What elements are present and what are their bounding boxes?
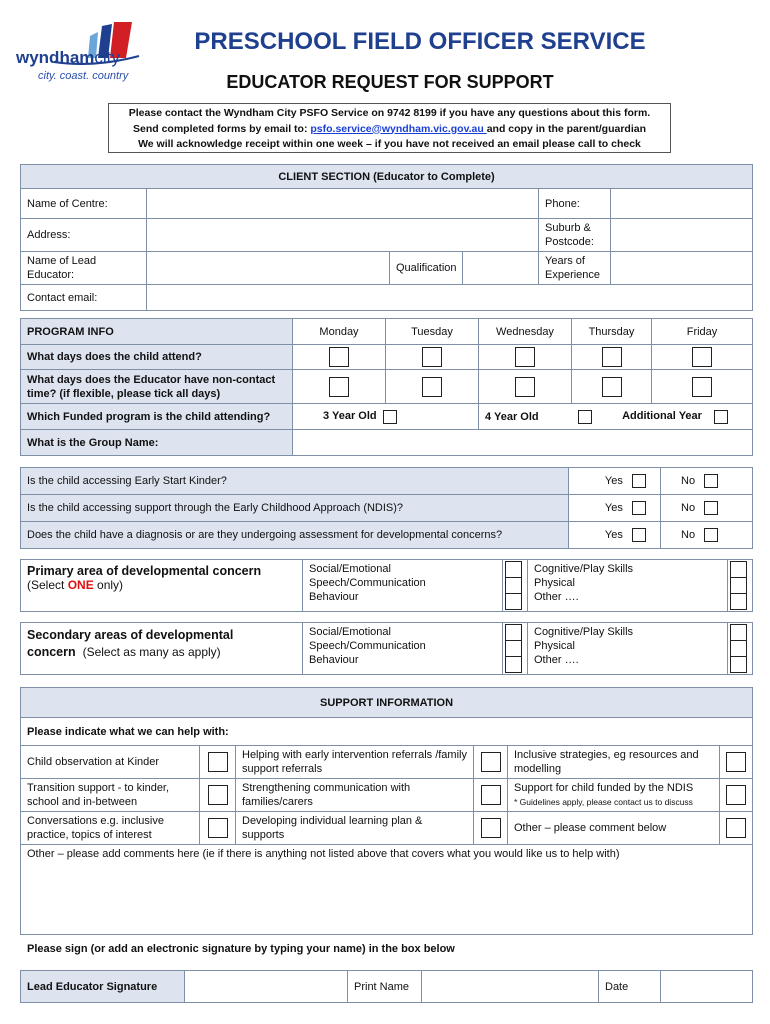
funded-additional-label: Additional Year [622, 410, 702, 423]
diagnosis-question: Does the child have a diagnosis or are they undergoing assessment for developmental concerns? [21, 522, 569, 549]
day-monday: Monday [293, 319, 386, 345]
help-other-checkbox[interactable] [726, 818, 746, 838]
early-start-yes-label: Yes [604, 474, 623, 487]
ndis-yes-label: Yes [604, 501, 623, 514]
contact-email-label: Contact email: [21, 285, 147, 311]
primary-social-checkbox[interactable] [505, 561, 522, 578]
print-name-input[interactable] [422, 971, 599, 1003]
funded-3yo-checkbox[interactable] [383, 410, 397, 424]
secondary-opt-speech: Speech/Communication [309, 640, 426, 652]
contact-line-2-post: and copy in the parent/guardian [486, 122, 646, 135]
support-prompt: Please indicate what we can help with: [21, 718, 753, 746]
comments-area[interactable] [21, 845, 753, 935]
ndis-question: Is the child accessing support through the Early Childhood Approach (NDIS)? [21, 495, 569, 522]
diagnosis-no-checkbox[interactable] [704, 528, 718, 542]
client-section-title: CLIENT SECTION (Educator to Complete) [21, 165, 753, 189]
noncontact-monday-checkbox[interactable] [329, 377, 349, 397]
phone-label: Phone: [539, 189, 611, 219]
primary-other-checkbox[interactable] [730, 593, 747, 610]
help-ndis-checkbox[interactable] [726, 785, 746, 805]
secondary-opt-physical: Physical [534, 640, 575, 652]
help-inclusive-strategies-checkbox[interactable] [726, 752, 746, 772]
help-referrals-checkbox[interactable] [481, 752, 501, 772]
help-inclusive-strategies: Inclusive strategies, eg resources and modelling [508, 746, 720, 779]
day-thursday: Thursday [572, 319, 652, 345]
ndis-no-label: No [681, 501, 696, 514]
lead-educator-label: Name of Lead Educator: [21, 252, 147, 285]
phone-input[interactable] [611, 189, 753, 219]
funded-additional-checkbox[interactable] [714, 410, 728, 424]
contact-email-link[interactable]: psfo.service@wyndham.vic.gov.au [310, 122, 487, 135]
date-label: Date [599, 971, 661, 1003]
suburb-input[interactable] [611, 219, 753, 252]
early-start-no-label: No [681, 474, 696, 487]
noncontact-thursday-checkbox[interactable] [602, 377, 622, 397]
page-subtitle: EDUCATOR REQUEST FOR SUPPORT [226, 72, 554, 92]
suburb-label: Suburb & Postcode: [539, 219, 611, 252]
help-communication: Strengthening communication with families/carers [236, 779, 474, 812]
funded-3yo-label: 3 Year Old [323, 410, 377, 423]
help-transition: Transition support - to kinder, school and in-between [21, 779, 200, 812]
lead-educator-input[interactable] [147, 252, 390, 285]
group-name-input[interactable] [293, 430, 753, 456]
help-other: Other – please comment below [508, 812, 720, 845]
primary-speech-checkbox[interactable] [505, 577, 522, 594]
noncontact-friday-checkbox[interactable] [692, 377, 712, 397]
attend-friday-checkbox[interactable] [692, 347, 712, 367]
funded-4yo-checkbox[interactable] [578, 410, 592, 424]
help-conversations-checkbox[interactable] [208, 818, 228, 838]
contact-line-2-pre: Send completed forms by email to: [132, 122, 311, 135]
address-label: Address: [21, 219, 147, 252]
client-section [20, 164, 753, 311]
day-tuesday: Tuesday [386, 319, 479, 345]
contact-line-3: We will acknowledge receipt within one week – if you have not received an email please call to check [138, 138, 641, 150]
attend-monday-checkbox[interactable] [329, 347, 349, 367]
secondary-concern-section [20, 622, 753, 675]
lead-signature-label: Lead Educator Signature [21, 971, 185, 1003]
help-ndis-note: * Guidelines apply, please contact us to discuss [514, 797, 693, 807]
years-experience-input[interactable] [611, 252, 753, 285]
support-information-section [20, 687, 753, 935]
primary-concern-section [20, 559, 753, 612]
help-communication-checkbox[interactable] [481, 785, 501, 805]
secondary-opt-social: Social/Emotional [309, 626, 391, 638]
centre-name-input[interactable] [147, 189, 539, 219]
primary-behaviour-checkbox[interactable] [505, 593, 522, 610]
secondary-opt-behaviour: Behaviour [309, 654, 359, 666]
address-input[interactable] [147, 219, 539, 252]
attend-question: What days does the child attend? [21, 345, 293, 370]
wyndham-city-logo [14, 18, 144, 88]
contact-line-1: Please contact the Wyndham City PSFO Service on 9742 8199 if you have any questions about this form. [128, 107, 651, 119]
secondary-cognitive-checkbox[interactable] [730, 624, 747, 641]
print-name-label: Print Name [348, 971, 422, 1003]
page-title: PRESCHOOL FIELD OFFICER SERVICE [194, 28, 646, 55]
help-learning-plan-checkbox[interactable] [481, 818, 501, 838]
primary-opt-behaviour: Behaviour [309, 591, 359, 603]
contact-info-box [108, 103, 671, 153]
early-start-question: Is the child accessing Early Start Kinder? [21, 468, 569, 495]
noncontact-wednesday-checkbox[interactable] [515, 377, 535, 397]
noncontact-tuesday-checkbox[interactable] [422, 377, 442, 397]
help-conversations: Conversations e.g. inclusive practice, topics of interest [21, 812, 200, 845]
early-start-yes-checkbox[interactable] [632, 474, 646, 488]
primary-opt-other: Other …. [534, 591, 579, 603]
help-ndis: Support for child funded by the NDIS [514, 782, 694, 794]
secondary-behaviour-checkbox[interactable] [505, 656, 522, 673]
ndis-no-checkbox[interactable] [704, 501, 718, 515]
attend-thursday-checkbox[interactable] [602, 347, 622, 367]
comments-label: Other – please add comments here (ie if there is anything not listed above that covers what you would like us to help with) [27, 848, 620, 860]
attend-wednesday-checkbox[interactable] [515, 347, 535, 367]
logo-word: wyndham [16, 48, 95, 67]
diagnosis-no-label: No [681, 528, 696, 541]
diagnosis-yes-checkbox[interactable] [632, 528, 646, 542]
support-section-title: SUPPORT INFORMATION [21, 688, 753, 718]
day-friday: Friday [652, 319, 753, 345]
signature-section [20, 970, 753, 1003]
funded-4yo-label: 4 Year Old [485, 410, 539, 423]
funded-question: Which Funded program is the child attending? [21, 404, 293, 430]
logo-tagline: city. coast. country [38, 70, 129, 82]
primary-opt-social: Social/Emotional [309, 563, 391, 575]
primary-opt-cognitive: Cognitive/Play Skills [534, 563, 634, 575]
contact-line-2 [109, 122, 670, 138]
qualification-label: Qualification [390, 252, 463, 285]
logo-word2: city [94, 48, 120, 67]
centre-name-label: Name of Centre: [21, 189, 147, 219]
years-experience-label: Years of Experience [539, 252, 611, 285]
diagnosis-yes-label: Yes [604, 528, 623, 541]
help-child-observation-checkbox[interactable] [208, 752, 228, 772]
primary-hint-one: ONE [67, 578, 94, 592]
secondary-title-text: Secondary areas of developmental concern [27, 628, 234, 659]
signature-prompt: Please sign (or add an electronic signature by typing your name) in the box below [27, 943, 455, 955]
secondary-concern-hint: (Select as many as apply) [82, 645, 221, 659]
primary-opt-physical: Physical [534, 577, 575, 589]
help-child-observation: Child observation at Kinder [21, 746, 200, 779]
access-questions-section [20, 467, 753, 549]
help-transition-checkbox[interactable] [208, 785, 228, 805]
day-wednesday: Wednesday [479, 319, 572, 345]
qualification-input[interactable] [463, 252, 539, 285]
primary-hint-pre: (Select [27, 578, 68, 592]
secondary-opt-cognitive: Cognitive/Play Skills [534, 626, 634, 638]
secondary-speech-checkbox[interactable] [505, 640, 522, 657]
primary-physical-checkbox[interactable] [730, 577, 747, 594]
secondary-opt-other: Other …. [534, 654, 579, 666]
secondary-physical-checkbox[interactable] [730, 640, 747, 657]
primary-opt-speech: Speech/Communication [309, 577, 426, 589]
attend-tuesday-checkbox[interactable] [422, 347, 442, 367]
help-learning-plan: Developing individual learning plan & supports [236, 812, 474, 845]
group-name-label: What is the Group Name: [21, 430, 293, 456]
date-input[interactable] [661, 971, 753, 1003]
program-info-section [20, 318, 753, 456]
non-contact-question: What days does the Educator have non-contact time? (if flexible, please tick all days) [21, 370, 293, 404]
help-referrals: Helping with early intervention referrals /family support referrals [236, 746, 474, 779]
contact-email-input[interactable] [147, 285, 753, 311]
ndis-yes-checkbox[interactable] [632, 501, 646, 515]
secondary-concern-title [27, 627, 296, 661]
early-start-no-checkbox[interactable] [704, 474, 718, 488]
primary-cognitive-checkbox[interactable] [730, 561, 747, 578]
primary-hint-post: only) [93, 578, 124, 592]
secondary-other-checkbox[interactable] [730, 656, 747, 673]
primary-concern-hint [27, 578, 296, 592]
program-info-header: PROGRAM INFO [21, 319, 293, 345]
lead-signature-input[interactable] [185, 971, 348, 1003]
secondary-social-checkbox[interactable] [505, 624, 522, 641]
primary-concern-title: Primary area of developmental concern [27, 564, 262, 578]
